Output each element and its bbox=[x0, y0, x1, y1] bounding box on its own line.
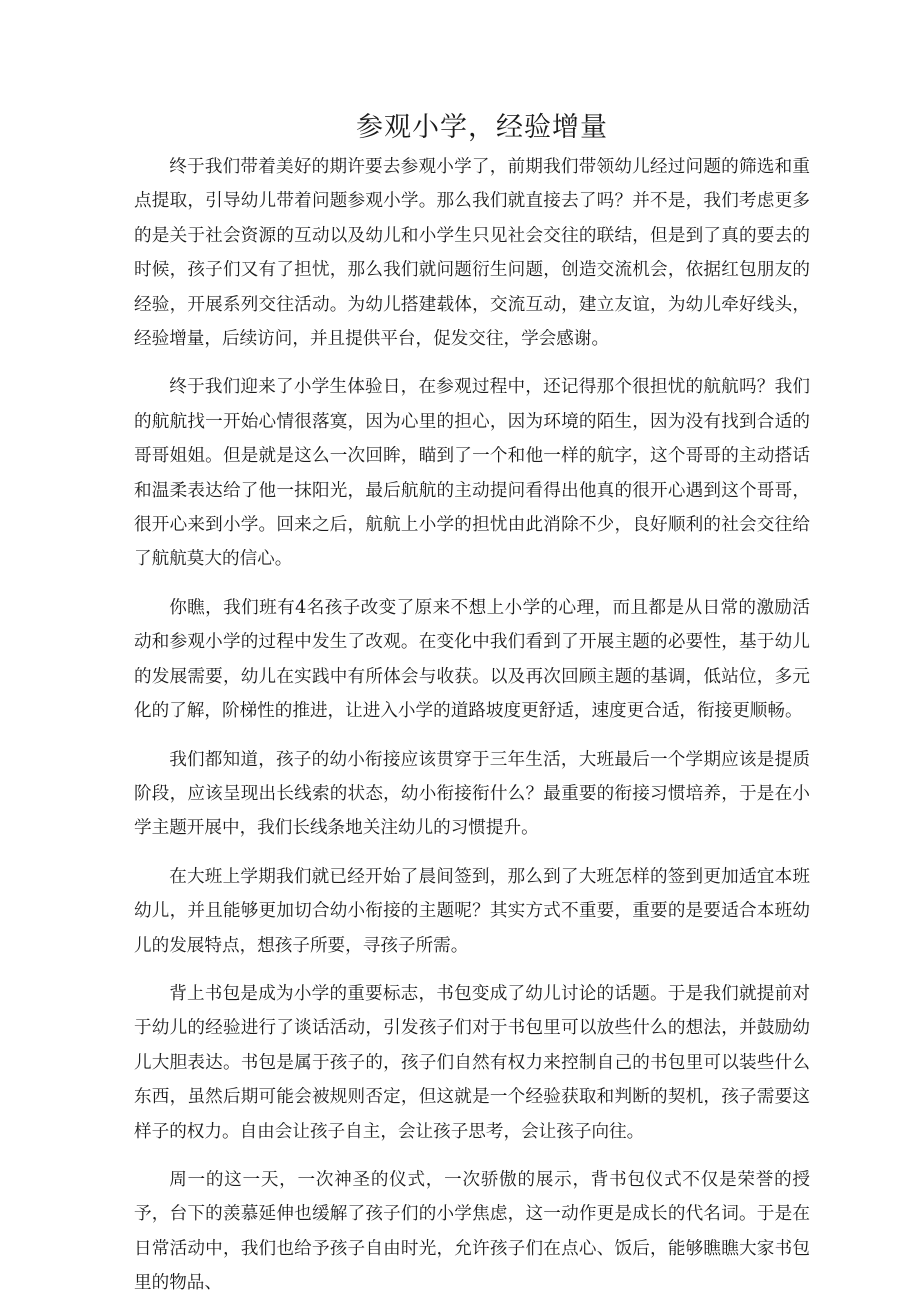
paragraph-2: 终于我们迎来了小学生体验日，在参观过程中，还记得那个很担忧的航航吗？我们的航航找一开始心情很落寞，因为心里的担心，因为环境的陌生，因为没有找到合适的哥哥姐姐。但是就是这么一次回眸，瞄到了一个和他一样的航字，这个哥哥的主动搭话和温柔表达给了他一抹阳光，最后航航的主动提问看得出他真的很开心遇到这个哥哥，很开心来到小学。回来之后，航航上小学的担忧由此消除不少，良好顺利的社会交往给了航航莫大的信心。 bbox=[134, 377, 810, 570]
paragraph-5: 在大班上学期我们就已经开始了晨间签到，那么到了大班怎样的签到更加适宜本班幼儿，并且能够更加切合幼小衔接的主题呢？其实方式不重要，重要的是要适合本班幼儿的发展特点，想孩子所要，寻孩子所需。 bbox=[134, 866, 810, 956]
paragraph-4: 我们都知道，孩子的幼小衔接应该贯穿于三年生活，大班最后一个学期应该是提质阶段，应该呈现出长线索的状态，幼小衔接衔什么？最重要的衔接习惯培养，于是在小学主题开展中，我们长线条地关注幼儿的习惯提升。 bbox=[134, 749, 810, 839]
paragraph-7: 周一的这一天，一次神圣的仪式，一次骄傲的展示，背书包仪式不仅是荣誉的授予，台下的羡慕延伸也缓解了孩子们的小学焦虑，这一动作更是成长的代名词。于是在日常活动中，我们也给予孩子自由时光，允许孩子们在点心、饭后，能够瞧瞧大家书包里的物品、 bbox=[134, 1169, 810, 1294]
paragraph-3: 你瞧，我们班有4名孩子改变了原来不想上小学的心理，而且都是从日常的激励活动和参观小学的过程中发生了改观。在变化中我们看到了开展主题的必要性，基于幼儿的发展需要，幼儿在实践中有所体会与收获。以及再次回顾主题的基调，低站位，多元化的了解，阶梯性的推进，让进入小学的道路坡度更舒适，速度更合适，衔接更顺畅。 bbox=[134, 597, 810, 722]
paragraph-1: 终于我们带着美好的期许要去参观小学了，前期我们带领幼儿经过问题的筛选和重点提取，引导幼儿带着问题参观小学。那么我们就直接去了吗？并不是，我们考虑更多的是关于社会资源的互动以及幼儿和小学生只见社会交往的联结，但是到了真的要去的时候，孩子们又有了担忧，那么我们就问题衍生问题，创造交流机会，依据红包朋友的经验，开展系列交往活动。为幼儿搭建载体，交流互动，建立友谊，为幼儿牵好线头，经验增量，后续访问，并且提供平台，促发交往，学会感谢。 bbox=[134, 157, 810, 350]
document-title: 参观小学，经验增量 bbox=[356, 112, 608, 143]
paragraph-6: 背上书包是成为小学的重要标志，书包变成了幼儿讨论的话题。于是我们就提前对于幼儿的经验进行了谈话活动，引发孩子们对于书包里可以放些什么的想法，并鼓励幼儿大胆表达。书包是属于孩子的，孩子们自然有权力来控制自己的书包里可以装些什么东西，虽然后期可能会被规则否定，但这就是一个经验获取和判断的契机，孩子需要这样子的权力。自由会让孩子自主，会让孩子思考，会让孩子向往。 bbox=[134, 983, 810, 1142]
